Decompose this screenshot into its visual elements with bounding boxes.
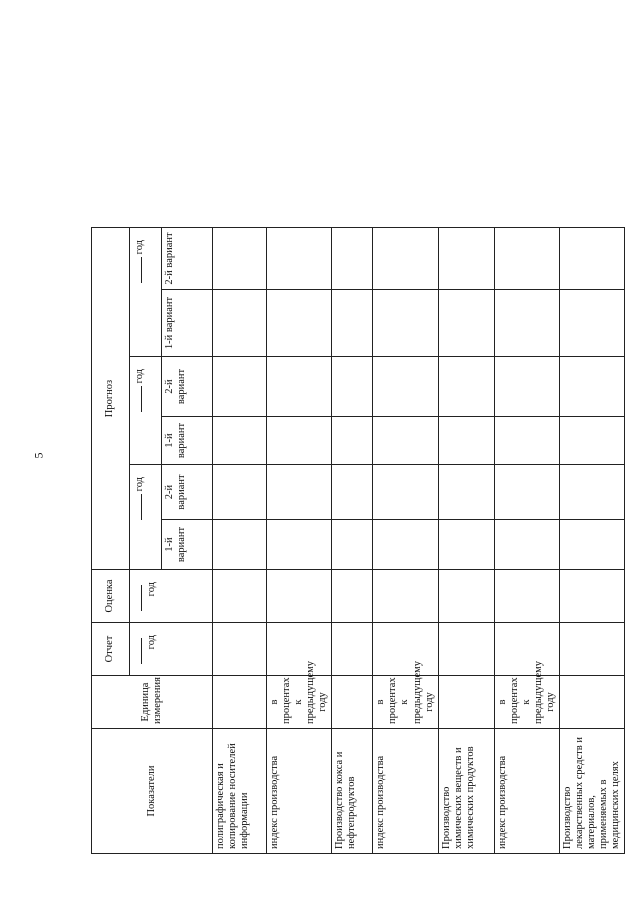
- variant-1: 1-й вариант: [162, 417, 213, 465]
- header-unit: Единица измерения: [92, 676, 213, 729]
- row-unit: в процентах к предыдущему году: [494, 676, 559, 729]
- row-indicator: Производство кокса и нефтепродуктов: [332, 729, 373, 854]
- variant-2: 2-й вариант: [162, 357, 213, 417]
- row-indicator: индекс производства: [267, 729, 332, 854]
- forecast-year-2: год: [130, 357, 162, 465]
- table-row: [213, 34, 267, 854]
- row-indicator: полиграфическая и копирование носителей информации: [213, 729, 267, 854]
- forecast-year-3: год: [130, 228, 162, 357]
- page-number: 5: [31, 452, 46, 459]
- report-year: год: [130, 623, 213, 676]
- table-row: [438, 34, 494, 854]
- row-indicator: индекс производства: [494, 729, 559, 854]
- row-unit: [213, 676, 267, 729]
- table-row: [559, 34, 624, 854]
- row-unit: [559, 676, 624, 729]
- row-unit: [332, 676, 373, 729]
- row-unit: [438, 676, 494, 729]
- header-forecast: Прогноз: [92, 228, 130, 570]
- header-report: Отчет: [92, 623, 130, 676]
- forecast-table: [91, 33, 625, 854]
- row-indicator: индекс производства: [373, 729, 438, 854]
- row-unit: в процентах к предыдущему году: [373, 676, 438, 729]
- forecast-year-1: год: [130, 465, 162, 570]
- table-row: [494, 34, 559, 854]
- variant-1: 1-й вариант: [162, 290, 213, 357]
- estimate-year: год: [130, 570, 213, 623]
- rotated-table-container: [91, 34, 622, 854]
- row-indicator: Производство лекарственных средств и материалов, применяемых в медицинских целях: [559, 729, 624, 854]
- variant-1: 1-й вариант: [162, 520, 213, 570]
- table-row: [373, 34, 438, 854]
- variant-2: 2-й вариант: [162, 228, 213, 290]
- row-unit: в процентах к предыдущему году: [267, 676, 332, 729]
- table-row: [267, 34, 332, 854]
- header-estimate: Оценка: [92, 570, 130, 623]
- header-indicators: Показатели: [92, 729, 213, 854]
- table-row: [332, 34, 373, 854]
- variant-2: 2-й вариант: [162, 465, 213, 520]
- row-indicator: Производство химических веществ и химических продуктов: [438, 729, 494, 854]
